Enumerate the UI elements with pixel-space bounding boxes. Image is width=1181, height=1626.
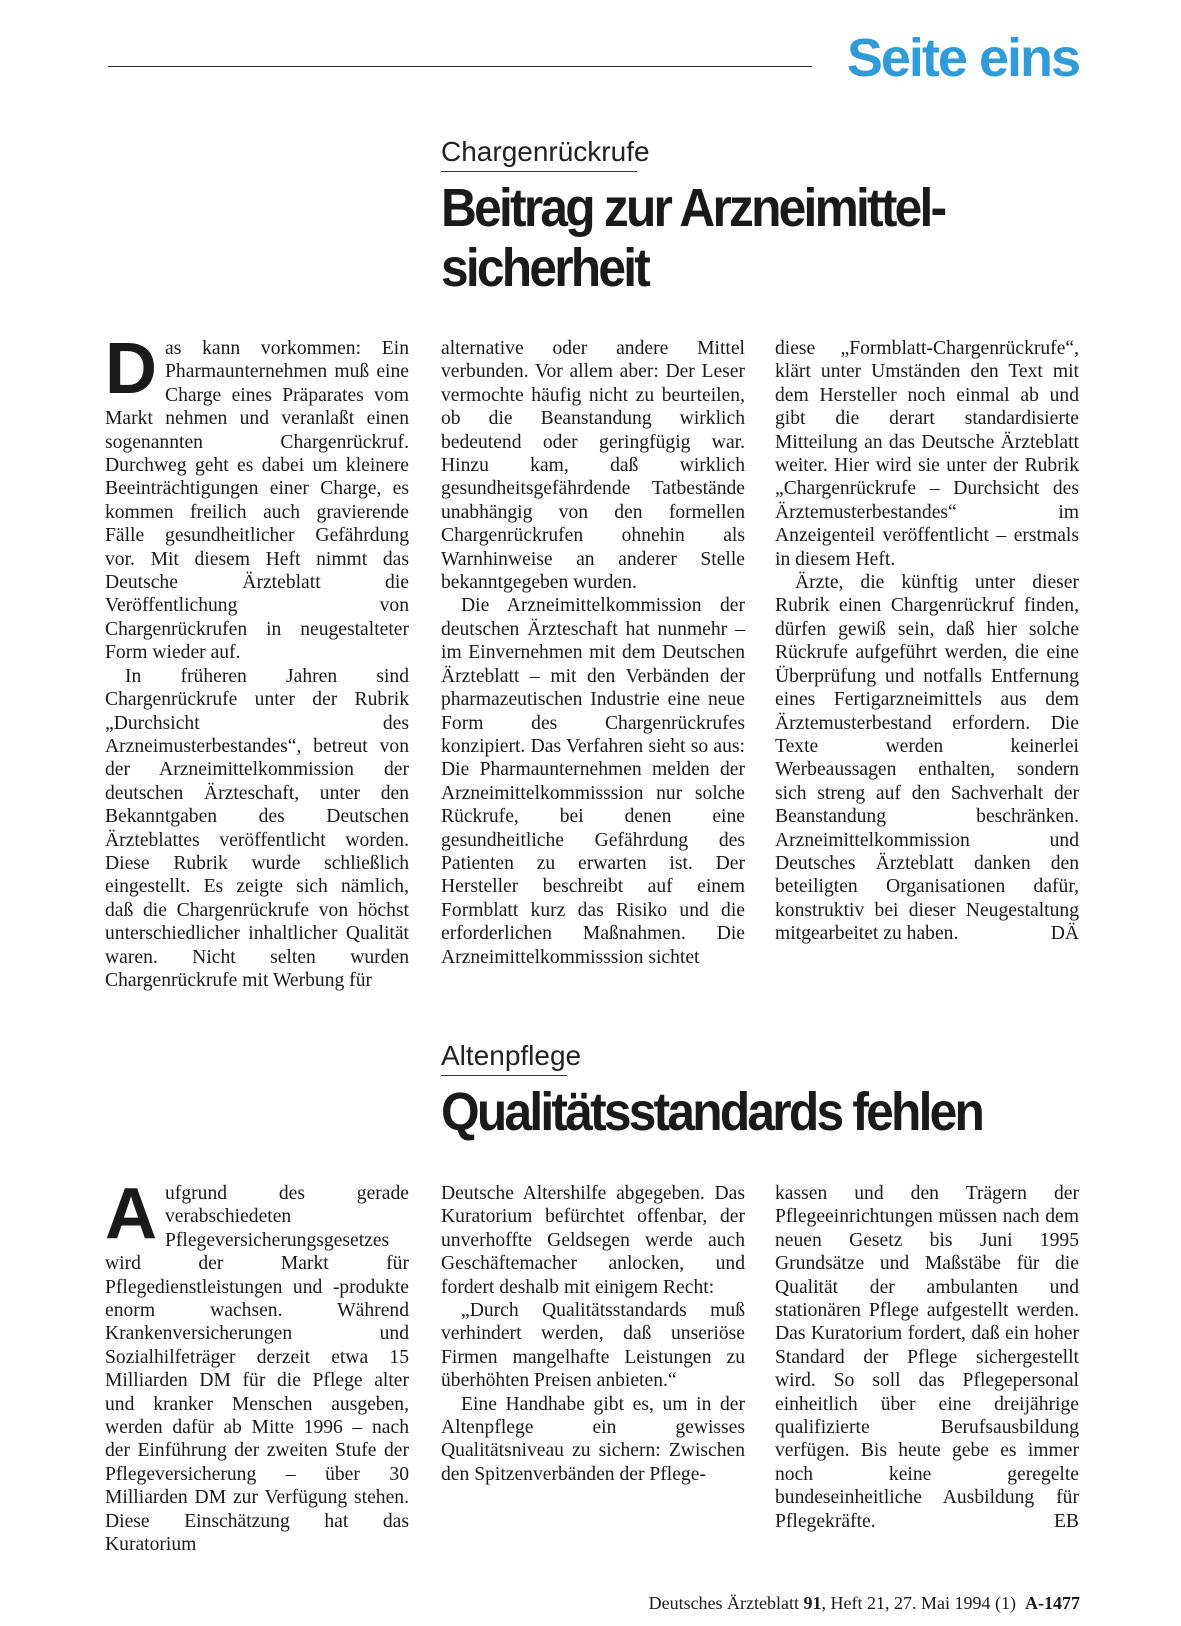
- article2-kicker-text: Altenpflege: [441, 1040, 582, 1071]
- article1-headline: [441, 178, 944, 298]
- article1-kicker-text: Chargenrückrufe: [441, 136, 650, 167]
- footer-page-number: A-1477: [1025, 1593, 1080, 1613]
- article2-text: kassen und den Trägern der Pflegeeinrichtungen müssen nach dem neuen Gesetz bis Juni 1995 Grundsätze und Maßstäbe für die Qualität der ambulanten und stationären Pflege aufgestellt werden. Das Kuratorium fordert, daß ein hoher Standard der Pflege sichergestellt wird. So soll das Pflegepersonal einheitlich über eine dreijährige qualifizierte Berufsausbildung verfügen. Bis heute gebe es immer noch keine geregelte bundeseinheitliche Ausbildung für Pflegekräfte.: [775, 1183, 1079, 1532]
- article1-signature: DÄ: [1050, 923, 1079, 945]
- article1-paragraph: [105, 329, 409, 665]
- footer-volume: 91: [803, 1593, 822, 1613]
- article2-column-2: [441, 1182, 745, 1486]
- article2-paragraph: Deutsche Altershilfe abgegeben. Das Kuratorium befürchtet offenbar, der unverhoffte Geldsegen werde auch Geschäftemacher anlocken, und fordert deshalb mit einigem Recht:: [441, 1183, 745, 1298]
- page-footer: [649, 1592, 1080, 1614]
- article1-column-1: [105, 329, 409, 992]
- article2-paragraph: [105, 1174, 409, 1557]
- article1-text: Ärzte, die künftig unter dieser Rubrik einen Chargenrückruf finden, dürfen gewiß sein, daß hier solche Rückrufe aufgeführt werden, die eine Überprüfung und notfalls Entfernung eines Fertigarzneimittels aus dem Ärztemusterbestand erfordern. Die Texte werden keinerlei Werbeaussagen enthalten, sondern sich streng auf den Sachverhalt der Beanstandung beschränken. Arzneimittelkommission und Deutsches Ärzteblatt danken den beteiligten Organisationen dafür, konstruktiv bei dieser Neugestaltung mitgearbeitet zu haben.: [775, 572, 1079, 945]
- article1-headline-line1: Beitrag zur Arzneimittel-: [441, 178, 945, 238]
- article2-text: ufgrund des gerade verabschiedeten Pflegeversicherungsgesetzes wird der Markt für Pflegedienstleistungen und -produkte enorm wachsen. Während Krankenversicherungen und Sozialhilfeträger derzeit etwa 15 Milliarden DM für die Pflege alter und kranker Menschen ausgeben, werden dafür ab Mitte 1996 – nach der Einführung der zweiten Stufe der Pflegeversicherung – über 30 Milliarden DM zur Verfügung stehen. Diese Einschätzung hat das Kuratorium: [105, 1183, 409, 1556]
- article1-text: as kann vorkommen: Ein Pharmaunternehmen muß eine Charge eines Präparates vom Markt nehmen und veranlaßt einen sogenannten Chargenrückruf. Durchweg geht es dabei um kleinere Beeinträchtigungen einer Charge, es kommen freilich auch gravierende Fälle gesundheitlicher Gefährdung vor. Mit diesem Heft nimmt das Deutsche Ärzteblatt die Veröffentlichung von Chargenrückrufen in neugestalteter Form wieder auf.: [105, 338, 409, 664]
- article2-quote: „Durch Qualitätsstandards muß verhindert werden, daß unseriöse Firmen mangelhafte Leistungen zu überhöhten Preisen anbieten.“: [441, 1300, 745, 1392]
- article1-paragraph: [775, 571, 1079, 946]
- article2-paragraph: Eine Handhabe gibt es, um in der Altenpflege ein gewisses Qualitätsniveau zu sichern: Zwischen den Spitzenverbänden der Pflege-: [441, 1393, 745, 1485]
- section-label: Seite eins: [846, 28, 1079, 88]
- article2-kicker: [441, 1040, 581, 1072]
- header-rule: [108, 66, 812, 67]
- footer-journal: Deutsches Ärzteblatt: [648, 1593, 800, 1613]
- article1-column-2: [441, 337, 745, 969]
- article2-kicker-underline: [441, 1075, 567, 1076]
- article2-signature: EB: [1053, 1510, 1079, 1532]
- article1-dropcap: D: [105, 329, 157, 409]
- footer-issue: , Heft 21, 27. Mai 1994 (1): [821, 1593, 1016, 1613]
- article2-paragraph: [775, 1182, 1079, 1533]
- article1-kicker-underline: [441, 171, 637, 172]
- article1-paragraph: diese „Formblatt-Chargenrückrufe“, klärt unter Umständen den Text mit dem Hersteller noch einmal ab und gibt die derart standardisierte Mitteilung an das Deutsche Ärzteblatt weiter. Hier wird sie unter der Rubrik „Chargenrückrufe – Durchsicht des Ärztemusterbestandes“ im Anzeigenteil veröffentlicht – erstmals in diesem Heft.: [775, 338, 1079, 570]
- article1-headline-line2: sicherheit: [441, 238, 649, 298]
- article1-column-3: [775, 337, 1079, 946]
- article1-paragraph: Die Arzneimittelkommission der deutschen Ärzteschaft hat nunmehr – im Einvernehmen mit dem Deutschen Ärzteblatt – mit den Verbänden der pharmazeutischen Industrie eine neue Form des Chargenrückrufes konzipiert. Das Verfahren sieht so aus: Die Pharmaunternehmen melden der Arzneimittelkommisssion nur solche Rückrufe, bei denen eine gesundheitliche Gefährdung des Patienten zu erwarten ist. Der Hersteller beschreibt auf einem Formblatt kurz das Risiko und die erforderlichen Maßnahmen. Die Arzneimittelkommisssion sichtet: [441, 595, 745, 968]
- article1-kicker: [441, 136, 650, 168]
- article2-headline: Qualitätsstandards fehlen: [441, 1082, 983, 1142]
- article2-column-3: [775, 1182, 1079, 1533]
- article2-dropcap: A: [105, 1174, 157, 1254]
- article2-column-1: [105, 1174, 409, 1557]
- article1-paragraph: alternative oder andere Mittel verbunden. Vor allem aber: Der Leser vermochte häufig nicht zu beurteilen, ob die Beanstandung wirklich bedeutend oder geringfügig war. Hinzu kam, daß wirklich gesundheitsgefährdende Tatbestände unabhängig von den formellen Chargenrückrufen ohnehin als Warnhinweise an anderer Stelle bekanntgegeben wurden.: [441, 338, 745, 594]
- article1-paragraph: In früheren Jahren sind Chargenrückrufe unter der Rubrik „Durchsicht des Arzneimusterbestandes“, betreut von der Arzneimittelkommission der deutschen Ärzteschaft, unter den Bekanntgaben des Deutschen Ärzteblattes veröffentlicht worden. Diese Rubrik wurde schließlich eingestellt. Es zeigte sich nämlich, daß die Chargenrückrufe von höchst unterschiedlicher inhaltlicher Qualität waren. Nicht selten wurden Chargenrückrufe mit Werbung für: [105, 665, 409, 991]
